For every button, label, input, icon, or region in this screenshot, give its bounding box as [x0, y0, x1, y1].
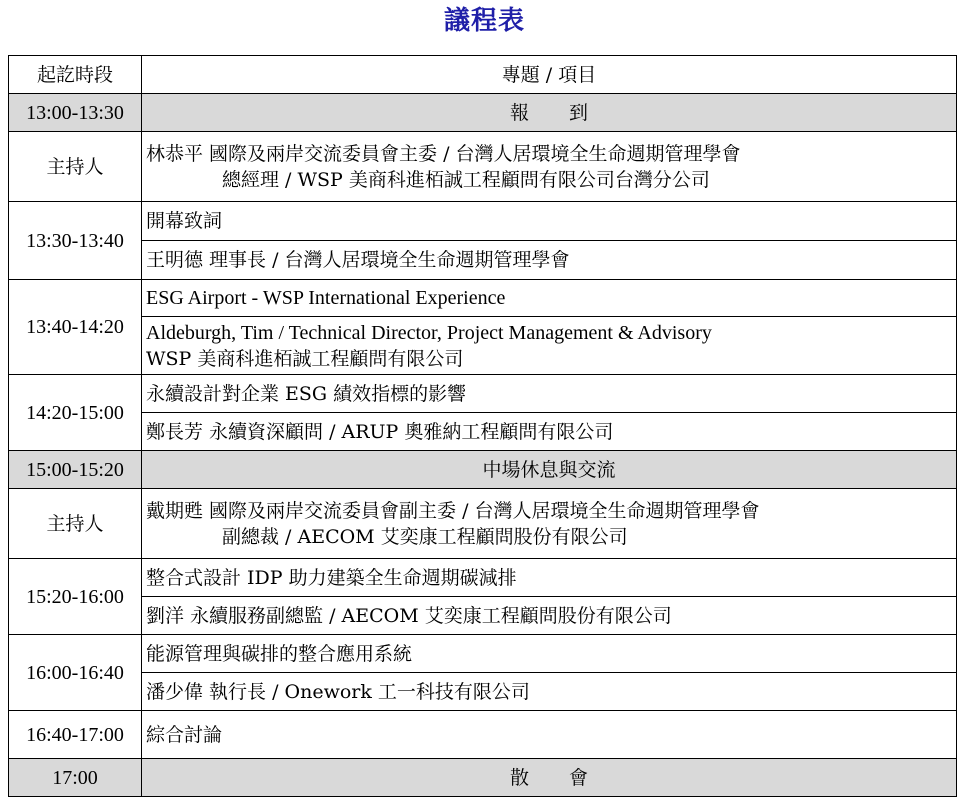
table-row [9, 673, 957, 711]
time-cell: 15:00-15:20 [9, 451, 142, 489]
host-cell [142, 489, 957, 559]
speaker-cell [142, 317, 957, 375]
time-cell: 17:00 [9, 759, 142, 797]
time-cell: 14:20-15:00 [9, 375, 142, 451]
table-row [9, 559, 957, 597]
table-row [9, 451, 957, 489]
table-row [9, 94, 957, 132]
table-row [9, 375, 957, 413]
topic-cell: 整合式設計 IDP 助力建築全生命週期碳減排 [142, 559, 957, 597]
closing-cell [142, 759, 957, 797]
agenda-table [8, 55, 957, 797]
table-row [9, 241, 957, 280]
header-topic: 專題 / 項目 [142, 56, 957, 94]
time-cell: 13:40-14:20 [9, 280, 142, 375]
host-label: 主持人 [9, 132, 142, 202]
host-name: 戴期甦 國際及兩岸交流委員會副主委 / 台灣人居環境全生命週期管理學會 [146, 499, 760, 522]
table-row [9, 711, 957, 759]
speaker-cell: 劉洋 永續服務副總監 / AECOM 艾奕康工程顧問股份有限公司 [142, 597, 957, 635]
table-row [9, 489, 957, 559]
registration-cell [142, 94, 957, 132]
host-affiliation: 副總裁 / AECOM 艾奕康工程顧問股份有限公司 [222, 525, 628, 548]
time-cell: 13:30-13:40 [9, 202, 142, 280]
table-row [9, 413, 957, 451]
host-name: 林恭平 國際及兩岸交流委員會主委 / 台灣人居環境全生命週期管理學會 [146, 142, 741, 165]
closing-label: 散會 [509, 766, 628, 789]
table-row [9, 317, 957, 375]
speaker-company: WSP 美商科進栢誠工程顧問有限公司 [146, 347, 464, 370]
topic-cell: ESG Airport - WSP International Experience [142, 280, 957, 317]
time-cell: 13:00-13:30 [9, 94, 142, 132]
registration-label: 報到 [509, 101, 628, 124]
break-cell: 中場休息與交流 [142, 451, 957, 489]
table-row [9, 759, 957, 797]
topic-cell: 綜合討論 [142, 711, 957, 759]
table-row [9, 597, 957, 635]
time-cell: 16:00-16:40 [9, 635, 142, 711]
table-row [9, 202, 957, 241]
speaker-cell: 鄭長芳 永續資深顧問 / ARUP 奧雅納工程顧問有限公司 [142, 413, 957, 451]
host-affiliation: 總經理 / WSP 美商科進栢誠工程顧問有限公司台灣分公司 [222, 168, 710, 191]
page-title: 議程表 [443, 6, 525, 36]
topic-cell: 永續設計對企業 ESG 績效指標的影響 [142, 375, 957, 413]
header-time: 起訖時段 [9, 56, 142, 94]
table-row [9, 132, 957, 202]
time-cell: 16:40-17:00 [9, 711, 142, 759]
topic-cell: 能源管理與碳排的整合應用系統 [142, 635, 957, 673]
host-cell [142, 132, 957, 202]
table-row [9, 280, 957, 317]
header-row [9, 56, 957, 94]
speaker-cell: 潘少偉 執行長 / Onework 工一科技有限公司 [142, 673, 957, 711]
speaker-name: Aldeburgh, Tim / Technical Director, Project Management & Advisory [146, 321, 712, 344]
topic-cell: 開幕致詞 [142, 202, 957, 241]
speaker-cell: 王明德 理事長 / 台灣人居環境全生命週期管理學會 [142, 241, 957, 280]
time-cell: 15:20-16:00 [9, 559, 142, 635]
host-label: 主持人 [9, 489, 142, 559]
table-row [9, 635, 957, 673]
